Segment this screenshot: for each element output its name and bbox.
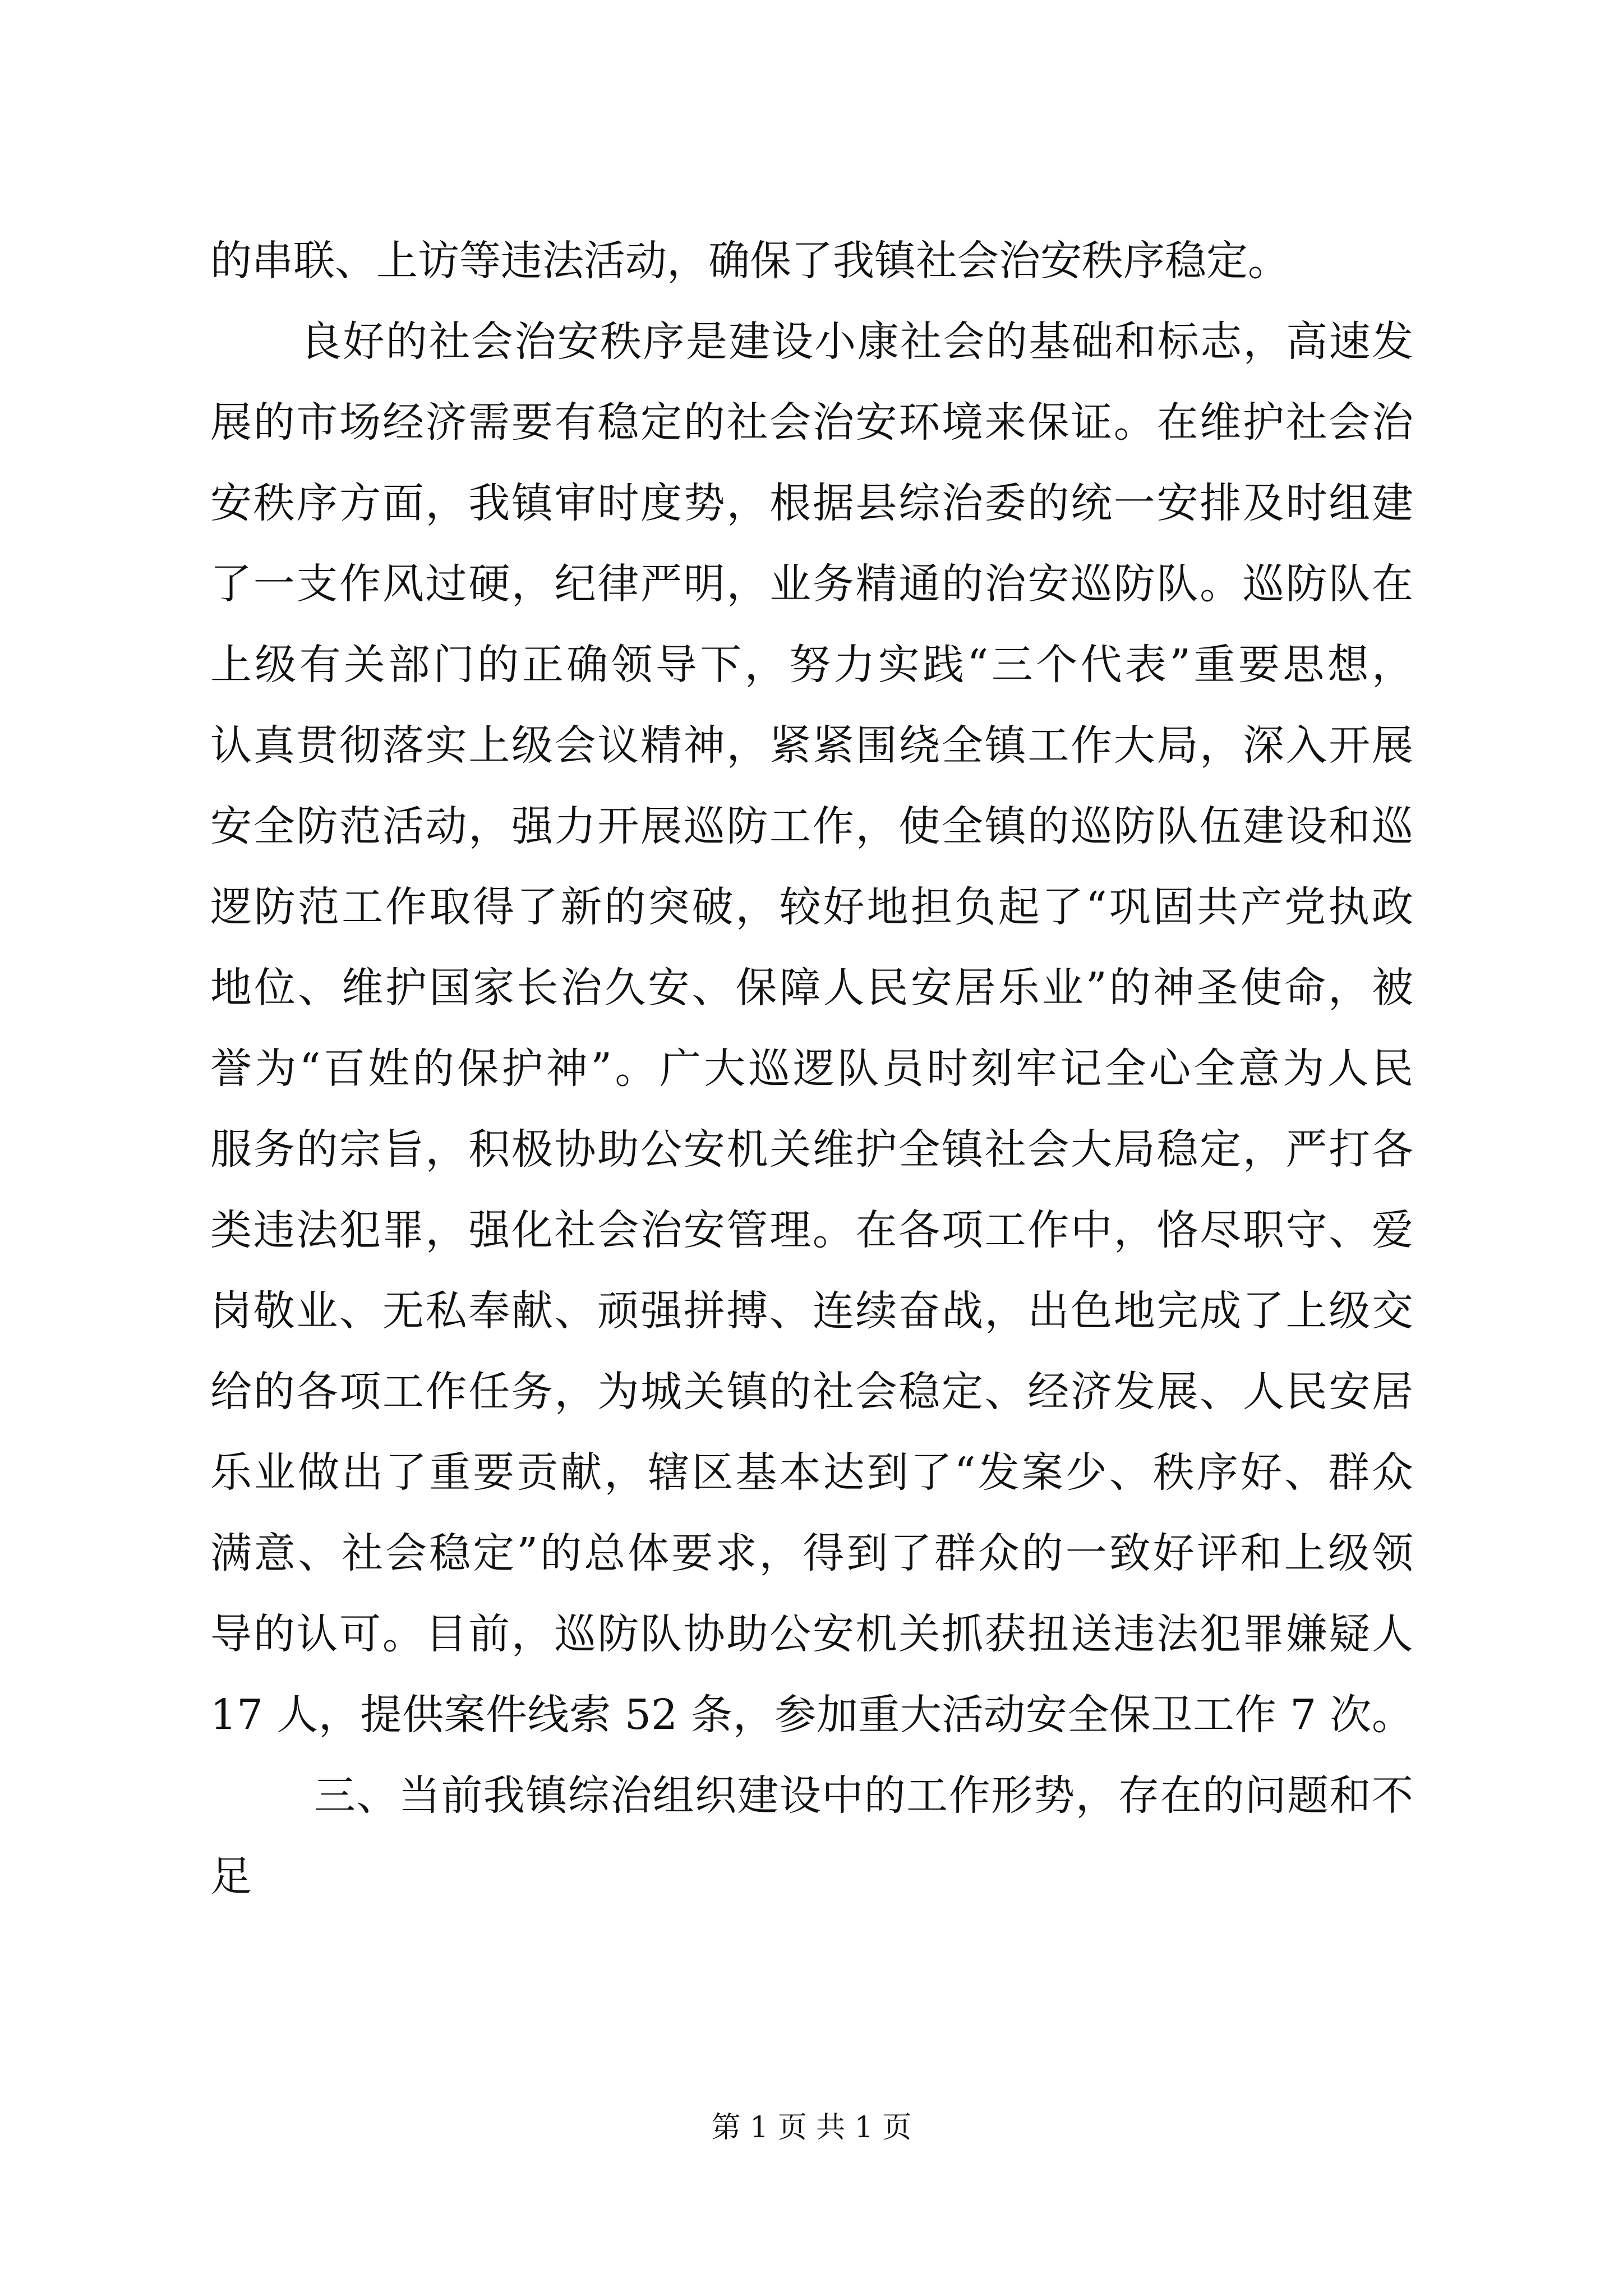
text-line: 岗敬业、无私奉献、顽强拼搏、连续奋战，出色地完成了上级交	[210, 1287, 1413, 1335]
text-line: 的串联、上访等违法活动，确保了我镇社会治安秩序稳定。	[210, 237, 1289, 285]
text-line: 导的认可。目前，巡防队协助公安机关抓获扭送违法犯罪嫌疑人	[210, 1610, 1413, 1658]
text-line: 满意、社会稳定”的总体要求，得到了群众的一致好评和上级领	[210, 1529, 1413, 1577]
text-line: 展的市场经济需要有稳定的社会治安环境来保证。在维护社会治	[210, 398, 1413, 447]
text-line: 地位、维护国家长治久安、保障人民安居乐业”的神圣使命，被	[210, 964, 1413, 1012]
text-line: 安全防范活动，强力开展巡防工作，使全镇的巡防队伍建设和巡	[210, 802, 1413, 850]
text-line: 上级有关部门的正确领导下，努力实践“三个代表”重要思想，	[210, 641, 1413, 689]
page-footer: 第 1 页 共 1 页	[711, 2111, 912, 2145]
text-line: 给的各项工作任务，为城关镇的社会稳定、经济发展、人民安居	[210, 1368, 1413, 1416]
paragraph-start-line: 良好的社会治安秩序是建设小康社会的基础和标志，高速发	[300, 318, 1413, 366]
text-line: 17 人，提供案件线索 52 条，参加重大活动安全保卫工作 7 次。	[210, 1691, 1413, 1739]
text-line: 了一支作风过硬，纪律严明，业务精通的治安巡防队。巡防队在	[210, 560, 1413, 608]
text-line: 服务的宗旨，积极协助公安机关维护全镇社会大局稳定，严打各	[210, 1125, 1413, 1174]
text-line: 类违法犯罪，强化社会治安管理。在各项工作中，恪尽职守、爱	[210, 1206, 1413, 1254]
section-heading-line: 三、当前我镇综治组织建设中的工作形势，存在的问题和不	[314, 1772, 1413, 1820]
text-line: 足	[210, 1852, 252, 1901]
text-line: 安秩序方面，我镇审时度势，根据县综治委的统一安排及时组建	[210, 479, 1413, 527]
text-line: 认真贯彻落实上级会议精神，紧紧围绕全镇工作大局，深入开展	[210, 721, 1413, 770]
text-line: 誉为“百姓的保护神”。广大巡逻队员时刻牢记全心全意为人民	[210, 1045, 1413, 1093]
text-line: 逻防范工作取得了新的突破，较好地担负起了“巩固共产党执政	[210, 883, 1413, 931]
text-line: 乐业做出了重要贡献，辖区基本达到了“发案少、秩序好、群众	[210, 1448, 1413, 1497]
